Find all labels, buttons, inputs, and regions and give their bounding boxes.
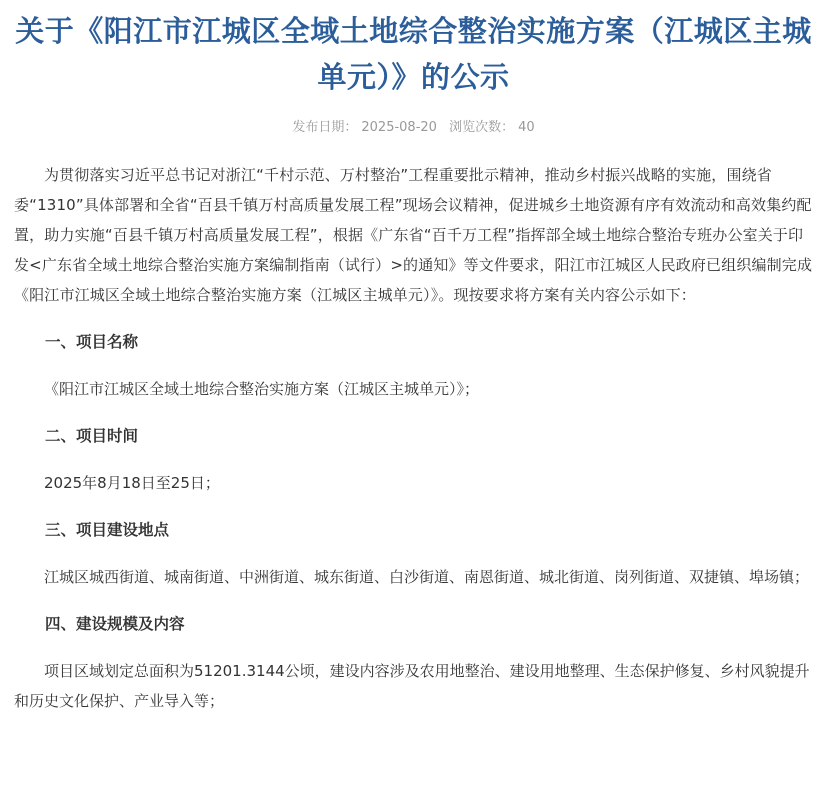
article-body [14, 160, 813, 716]
view-count [447, 120, 537, 135]
view-count-value: 40 [518, 120, 535, 135]
publish-date [290, 120, 439, 135]
section-heading-project-time: 二、项目时间 [45, 427, 139, 445]
section-body-project-time: 2025年8月18日至25日； [44, 474, 220, 492]
publish-date-label: 发布日期： [292, 120, 358, 135]
publish-date-value: 2025-08-20 [361, 120, 437, 135]
intro-paragraph: 为贯彻落实习近平总书记对浙江“千村示范、万村整治”工程重要批示精神，推动乡村振兴战略的实施，围绕省委“1310”具体部署和全省“百县千镇万村高质量发展工程”现场会议精神，促进城乡土地资源有序有效流动和高效集约配置，助力实施“百县千镇万村高质量发展工程”，根据《广东省“百千万工程”指挥部全域土地综合整治专班办公室关于印发<广东省全域土地综合整治实施方案编制指南（试行）>的通知》等文件要求，阳江市江城区人民政府已组织编制完成《阳江市江城区全域土地综合整治实施方案（江城区主城单元）》。现按要求将方案有关内容公示如下： [14, 166, 813, 304]
article-title: 关于《阳江市江城区全域土地综合整治实施方案（江城区主城单元）》的公示 [15, 14, 812, 94]
section-body-project-location: 江城区城西街道、城南街道、中洲街道、城东街道、白沙街道、南恩街道、城北街道、岗列街道、双捷镇、埠场镇； [44, 568, 810, 586]
article-meta [14, 118, 813, 138]
section-heading-project-name: 一、项目名称 [45, 333, 139, 351]
section-heading-project-location: 三、项目建设地点 [45, 521, 170, 539]
view-count-label: 浏览次数： [449, 120, 515, 135]
section-body-scale-content: 项目区域划定总面积为51201.3144公顷，建设内容涉及农用地整治、建设用地整理、生态保护修复、乡村风貌提升和历史文化保护、产业导入等； [14, 662, 810, 710]
section-body-project-name: 《阳江市江城区全域土地综合整治实施方案（江城区主城单元）》； [44, 380, 480, 398]
section-heading-scale-content: 四、建设规模及内容 [45, 615, 185, 633]
